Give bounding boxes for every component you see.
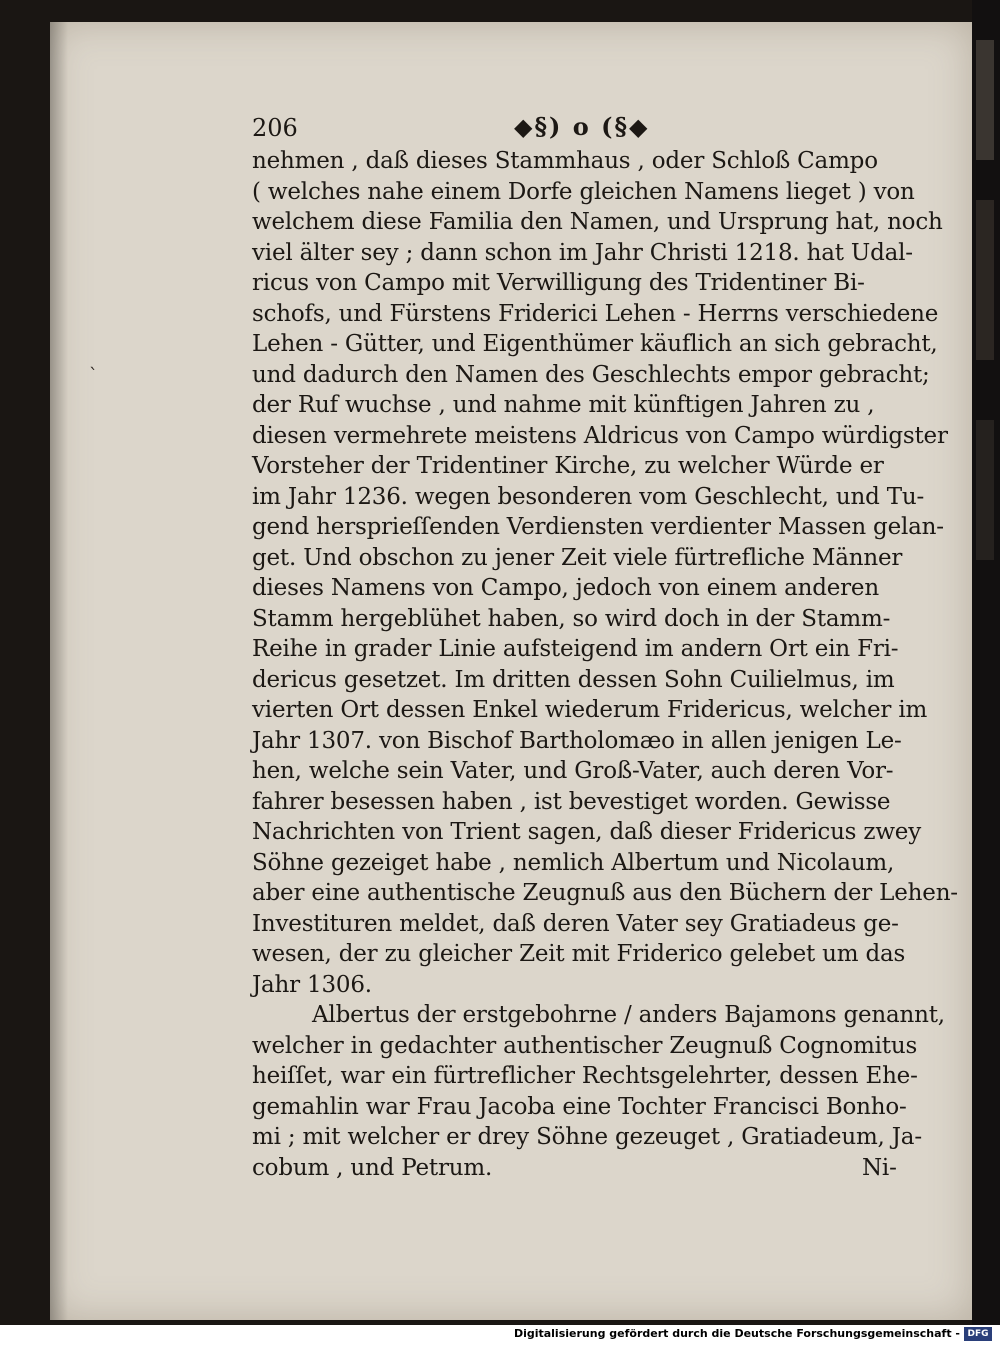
paragraph-2 [252, 1000, 945, 1183]
text-line: dieses Namens von Campo, jedoch von einem anderen [252, 575, 879, 601]
text-line: diesen vermehrete meistens Aldricus von Campo würdigster [252, 422, 948, 449]
text-line: ( welches nahe einem Dorfe gleichen Namens lieget ) von [252, 178, 915, 205]
paragraph-1 [252, 146, 958, 1000]
text-line: Investituren meldet, daß deren Vater sey Gratiadeus ge- [252, 910, 899, 937]
text-line: aber eine authentische Zeugnuß aus den Büchern der Lehen- [252, 880, 958, 906]
text-line-content: cobum , und Petrum. [252, 1154, 493, 1181]
text-line: dericus gesetzet. Im dritten dessen Sohn Cuilielmus, im [252, 666, 895, 693]
text-line: welcher in gedachter authentischer Zeugnuß Cognomitus [252, 1032, 918, 1059]
text-line: heiſſet, war ein fürtreflicher Rechtsgelehrter, dessen Ehe- [252, 1063, 918, 1089]
text-line: viel älter sey ; dann schon im Jahr Christi 1218. hat Udal- [252, 239, 913, 266]
page-text [252, 112, 958, 1183]
calibration-patch [976, 40, 994, 160]
text-line: schofs, und Fürstens Friderici Lehen - Herrns verschiedene [252, 300, 939, 327]
text-line: Vorsteher der Tridentiner Kirche, zu welcher Würde er [252, 453, 884, 479]
text-line [252, 1153, 932, 1184]
text-line: ricus von Campo mit Verwilligung des Tridentiner Bi- [252, 270, 865, 296]
text-line: hen, welche sein Vater, und Groß-Vater, auch deren Vor- [252, 758, 894, 784]
text-line: Stamm hergeblühet haben, so wird doch in der Stamm- [252, 605, 891, 632]
text-line: Albertus der erstgebohrne / anders Bajamons genannt, [312, 1002, 945, 1028]
funding-credit: Digitalisierung gefördert durch die Deutsche Forschungsgemeinschaft - [513, 1327, 960, 1340]
text-line: Nachrichten von Trient sagen, daß dieser Fridericus zwey [252, 819, 922, 845]
text-line: gend hersprieſſenden Verdiensten verdienter Massen gelan- [252, 514, 944, 540]
text-line: gemahlin war Frau Jacoba eine Tochter Francisci Bonho- [252, 1093, 907, 1120]
margin-mark: ` [89, 365, 98, 386]
text-line: vierten Ort dessen Enkel wiederum Fridericus, welcher im [252, 697, 928, 723]
text-line: wesen, der zu gleicher Zeit mit Friderico gelebet um das [252, 941, 906, 967]
text-line: der Ruf wuchse , und nahme mit künftigen Jahren zu , [252, 392, 875, 418]
text-line: fahrer besessen haben , ist bevestiget worden. Gewisse [252, 788, 891, 815]
page-number: 206 [252, 114, 298, 142]
text-line: Jahr 1307. von Bischof Bartholomæo in allen jenigen Le- [252, 727, 902, 754]
catchword: Ni- [862, 1154, 897, 1181]
text-line: get. Und obschon zu jener Zeit viele fürtrefliche Männer [252, 544, 903, 571]
text-line: welchem diese Familia den Namen, und Ursprung hat, noch [252, 209, 943, 235]
text-line: Reihe in grader Linie aufsteigend im andern Ort ein Fri- [252, 636, 899, 662]
text-line: und dadurch den Namen des Geschlechts empor gebracht; [252, 361, 930, 388]
text-line: Söhne gezeiget habe , nemlich Albertum und Nicolaum, [252, 849, 895, 876]
dfg-logo: DFG [964, 1327, 992, 1341]
color-calibration-strip [972, 0, 1000, 1325]
text-line: nehmen , daß dieses Stammhaus , oder Schloß Campo [252, 148, 878, 174]
header-ornament: ◆§) o (§◆ [514, 112, 650, 141]
text-line: Lehen - Gütter, und Eigenthümer käuflich an sich gebracht, [252, 331, 938, 357]
digitization-footer [0, 1325, 1000, 1345]
text-line: Jahr 1306. [252, 971, 372, 998]
calibration-patch [976, 420, 994, 560]
text-line: mi ; mit welcher er drey Söhne gezeuget , Gratiadeum, Ja- [252, 1124, 922, 1150]
calibration-patch [976, 200, 994, 360]
running-header [252, 112, 932, 146]
text-line: im Jahr 1236. wegen besonderen vom Geschlecht, und Tu- [252, 483, 925, 510]
